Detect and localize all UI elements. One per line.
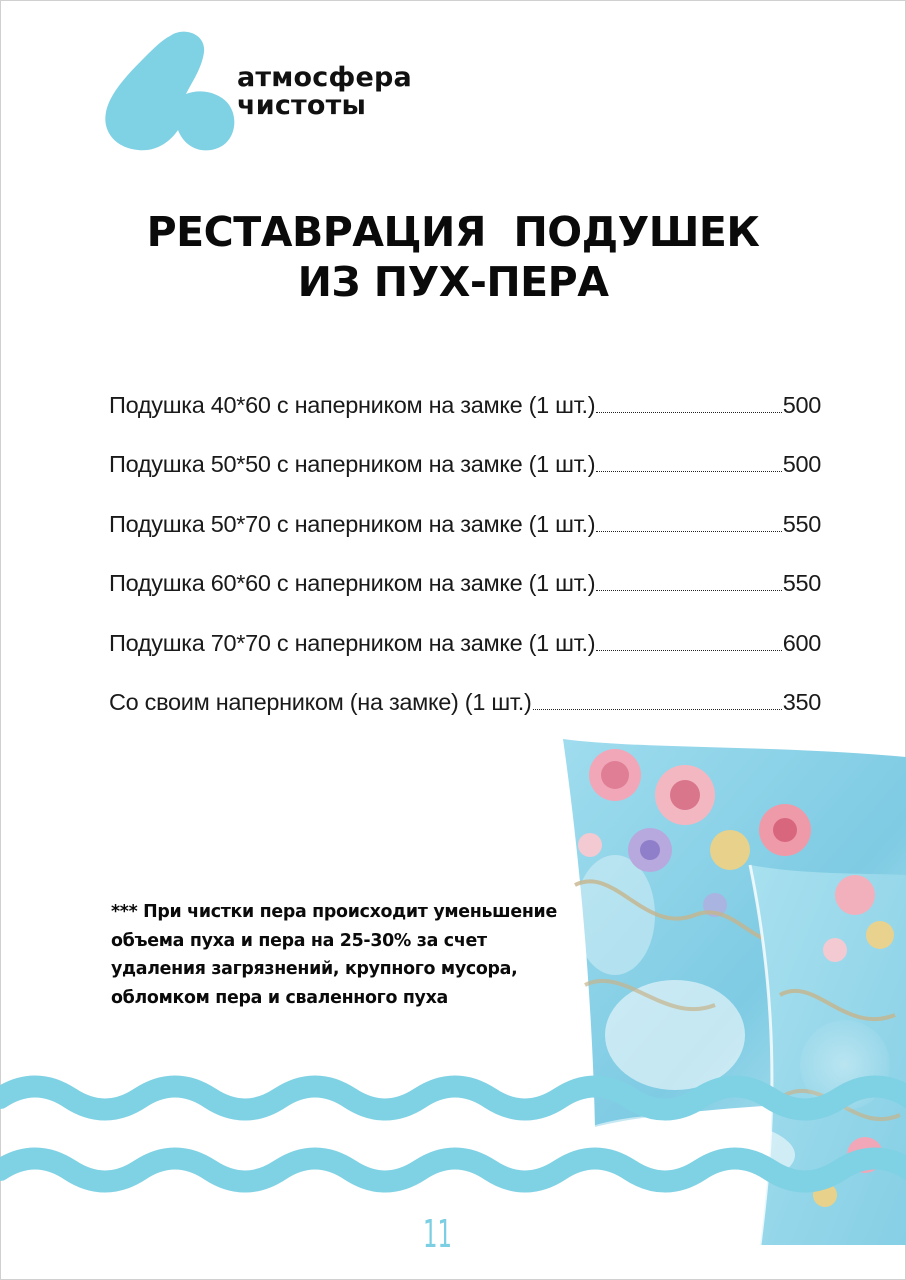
dot-leader [596,650,781,651]
price-item-name: Подушка 60*60 с наперником на замке (1 шт.) [109,570,596,597]
price-item-name: Подушка 50*70 с наперником на замке (1 шт.) [109,510,596,537]
logo-line-1: атмосфера [237,62,412,93]
price-row [109,511,821,570]
cleaning-note [111,898,591,1012]
wave-bottom [0,1159,906,1182]
dot-leader [596,412,781,413]
decorative-waves [0,1070,906,1220]
note-line-2: объема пуха и пера на 25-30% за счет [111,930,487,951]
note-line-3: удаления загрязнений, крупного мусора, [111,959,518,979]
price-item-price: 500 [782,392,821,418]
title-line-2: ИЗ ПУХ-ПЕРА [297,258,609,306]
price-item-name: Подушка 50*50 с наперником на замке (1 шт.) [109,451,596,478]
dot-leader [596,471,781,472]
dot-leader [596,590,781,591]
price-row [109,451,821,510]
title-line-1: РЕСТАВРАЦИЯ ПОДУШЕК [146,208,760,256]
price-row [109,392,821,451]
logo-mark-icon [100,28,240,158]
price-item-price: 550 [782,570,821,597]
price-row [109,630,821,689]
price-item-name: Подушка 70*70 с наперником на замке (1 шт.) [109,629,596,656]
price-row [109,570,821,629]
dot-leader [533,709,782,710]
price-item-price: 350 [782,688,821,715]
logo-line-2: чистоты [237,90,367,121]
note-line-4: обломком пера и сваленного пуха [111,987,448,1008]
wave-top [0,1087,906,1110]
price-item-name: Подушка 40*60 с наперником на замке (1 шт.) [109,392,596,418]
price-item-price: 600 [782,629,821,656]
dot-leader [596,531,781,532]
price-list [109,392,821,748]
note-line-1: *** При чистки пера происходит уменьшение [111,902,557,922]
price-item-price: 550 [782,510,821,537]
page-title [0,207,906,307]
price-item-price: 500 [782,451,821,478]
page-number: 11 [422,1212,453,1256]
price-item-name: Со своим наперником (на замке) (1 шт.) [109,688,532,715]
brand-logo [100,28,450,158]
logo-text [237,64,412,120]
